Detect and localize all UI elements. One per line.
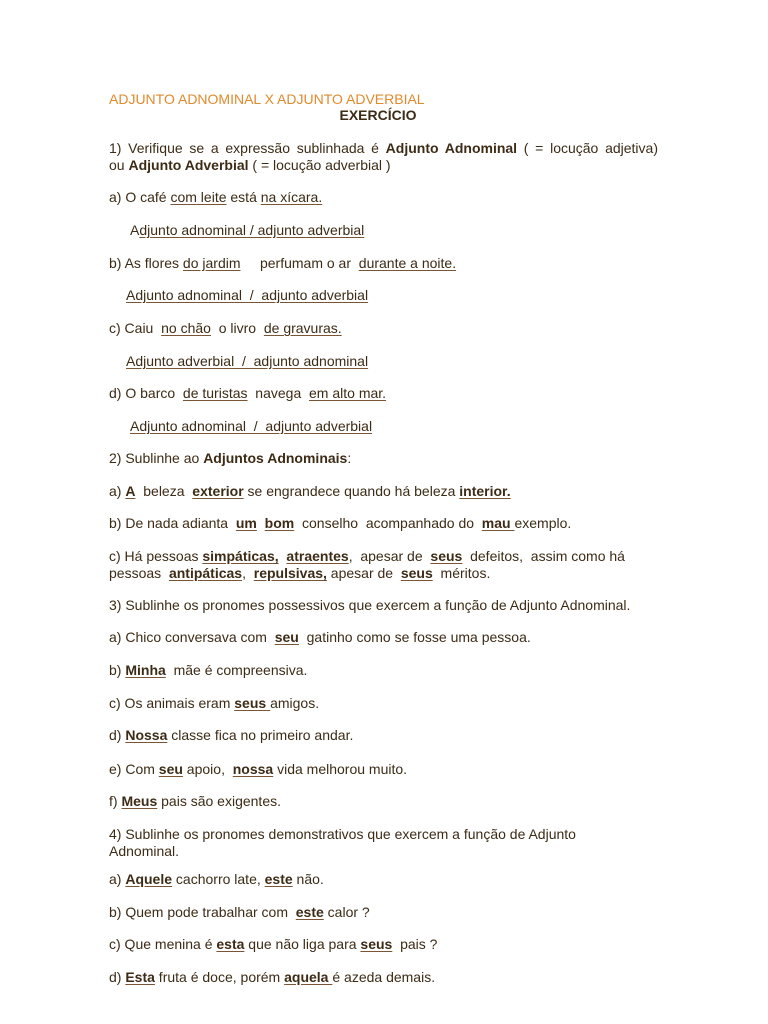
q1-item-c: c) Caiu no chão o livro de gravuras. [109,320,342,336]
q1-prompt-line1: 1) Verifique se a expressão sublinhada é Adjunto Adnominal ( = locução adjetiva) [109,140,658,156]
q1-answer-d: Adjunto adnominal / adjunto adverbial [130,418,373,434]
q2-item-c-line1: c) Há pessoas simpáticas, atraentes, apesar de seus defeitos, assim como há [109,548,625,564]
q2-item-b: b) De nada adianta um bom conselho acompanhado do mau exemplo. [109,515,572,531]
q4-prompt-line1: 4) Sublinhe os pronomes demonstrativos que exercem a função de Adjunto [109,826,576,842]
q3-item-c: c) Os animais eram seus amigos. [109,695,320,711]
q1-item-a: a) O café com leite está na xícara. [109,189,323,205]
q4-item-c: c) Que menina é esta que não liga para seus pais ? [109,936,438,952]
q1-item-b: b) As flores do jardim perfumam o ar durante a noite. [109,255,457,271]
q3-item-b: b) Minha mãe é compreensiva. [109,662,308,678]
q4-prompt-line2: Adnominal. [109,843,180,859]
q4-item-a: a) Aquele cachorro late, este não. [109,871,324,887]
q3-item-e: e) Com seu apoio, nossa vida melhorou muito. [109,761,408,777]
q3-item-a: a) Chico conversava com seu gatinho como se fosse uma pessoa. [109,629,531,645]
q2-item-c-line2: pessoas antipáticas, repulsivas, apesar de seus méritos. [109,565,491,581]
document-title: ADJUNTO ADNOMINAL X ADJUNTO ADVERBIAL [109,91,425,107]
q2-item-a: a) A beleza exterior se engrandece quando há beleza interior. [109,483,511,499]
q1-answer-c: Adjunto adverbial / adjunto adnominal [126,353,369,369]
q4-item-d: d) Esta fruta é doce, porém aquela é azeda demais. [109,969,436,985]
q1-answer-b: Adjunto adnominal / adjunto adverbial [126,287,369,303]
q3-prompt: 3) Sublinhe os pronomes possessivos que exercem a função de Adjunto Adnominal. [109,597,631,613]
document-subtitle: EXERCÍCIO [339,107,417,123]
q1-item-d: d) O barco de turistas navega em alto mar. [109,385,387,401]
q4-item-b: b) Quem pode trabalhar com este calor ? [109,904,370,920]
q3-item-d: d) Nossa classe fica no primeiro andar. [109,727,354,743]
q1-prompt-line2: ou Adjunto Adverbial ( = locução adverbial ) [109,157,391,173]
q3-item-f: f) Meus pais são exigentes. [109,793,281,809]
q1-answer-a: Adjunto adnominal / adjunto adverbial [130,222,365,238]
q2-prompt: 2) Sublinhe ao Adjuntos Adnominais: [109,450,352,466]
